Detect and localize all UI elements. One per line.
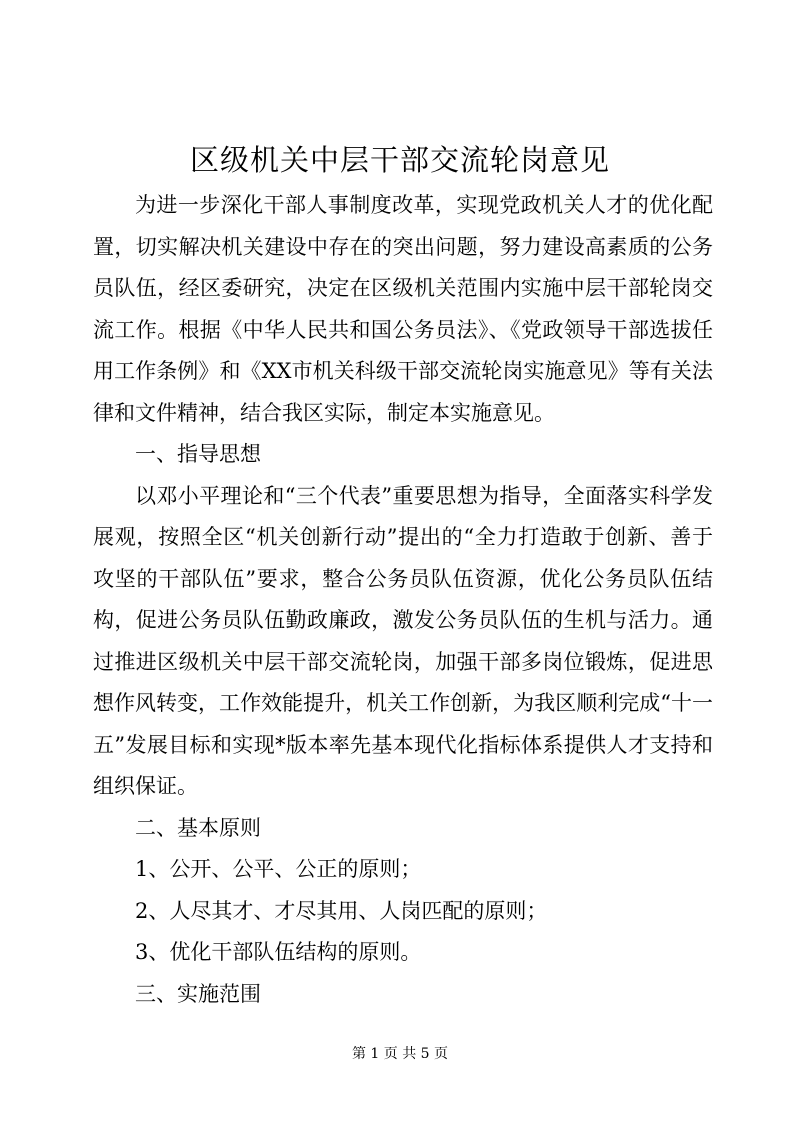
document-title: 区级机关中层干部交流轮岗意见 (189, 143, 610, 177)
section-heading-guiding-ideology: 一、指导思想 (135, 442, 261, 466)
intro-paragraph: 为进一步深化干部人事制度改革，实现党政机关人才的优化配置，切实解决机关建设中存在的突出问题，努力建设高素质的公务员队伍，经区委研究，决定在区级机关范围内实施中层干部轮岗交流工作。根据《中华人民共和国公务员法》、《党政领导干部选拔任用工作条例》和《XX市机关科级干部交流轮岗实施意见》等有关法律和文件精神，结合我区实际，制定本实施意见。 (93, 193, 713, 425)
section-heading-basic-principles: 二、基本原则 (135, 815, 261, 840)
principle-item-3: 3、优化干部队伍结构的原则。 (135, 940, 422, 964)
section-heading-scope: 三、实施范围 (135, 981, 261, 1006)
principle-item-1: 1、公开、公平、公正的原则； (135, 857, 422, 881)
page-number-footer: 第 1 页 共 5 页 (351, 1046, 449, 1062)
guiding-ideology-paragraph: 以邓小平理论和“三个代表”重要思想为指导，全面落实科学发展观，按照全区“机关创新行动”提出的“全力打造敢于创新、善于攻坚的干部队伍”要求，整合公务员队伍资源，优化公务员队伍结构，促进公务员队伍勤政廉政，激发公务员队伍的生机与活力。通过推进区级机关中层干部交流轮岗，加强干部多岗位锻炼，促进思想作风转变，工作效能提升，机关工作创新，为我区顺利完成“十一五”发展目标和实现*版本率先基本现代化指标体系提供人才支持和组织保证。 (93, 483, 713, 798)
principle-item-2: 2、人尽其才、才尽其用、人岗匹配的原则； (135, 898, 548, 923)
document-body (93, 185, 713, 1015)
